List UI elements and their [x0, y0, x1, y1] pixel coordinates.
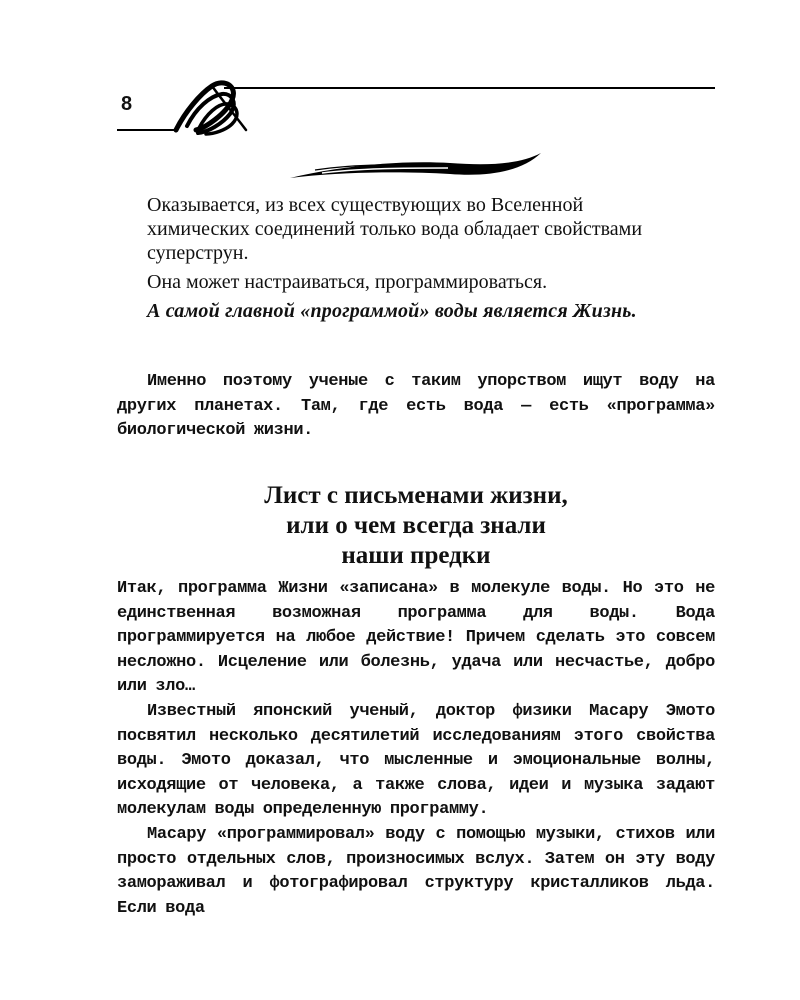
section-heading	[117, 481, 715, 571]
heading-line: Лист с письменами жизни,	[264, 482, 568, 509]
heading-line: наши предки	[341, 542, 491, 569]
body-paragraph: Известный японский ученый, доктор физики Масару Эмото посвятил несколько десятилетий исследованиям этого свойства воды. Эмото доказал, что мысленные и эмоциональные волны, исходящие от человека, а также слова, идеи и музыка задают молекулам воды определенную программу.	[117, 701, 715, 820]
header-swirl-ornament	[117, 83, 715, 134]
heading-line: или о чем всегда знали	[286, 512, 546, 539]
intro-paragraph: Она может настраиваться, программироваться.	[147, 271, 548, 293]
intro-paragraph: Оказывается, из всех существующих во Вселенной химических соединений только вода обладает свойствами суперструн.	[147, 194, 643, 264]
section-body	[117, 577, 715, 921]
body-paragraph: Масару «программировал» воду с помощью музыки, стихов или просто отдельных слов, произносимых вслух. Затем он эту воду замораживал и фотографировал структуру кристалликов льда. Если вода	[117, 824, 715, 918]
body-paragraph: Именно поэтому ученые с таким упорством ищут воду на других планетах. Там, где есть вода — есть «программа» биологической жизни.	[117, 372, 715, 441]
body-paragraph: Итак, программа Жизни «записана» в молекуле воды. Но это не единственная возможная программа для воды. Вода программируется на любое действие! Причем сделать это совсем несложно. Исцеление или болезнь, удача или несчастье, добро или зло…	[117, 579, 715, 697]
page-number: 8	[121, 93, 133, 115]
intro-block	[147, 193, 687, 323]
intro-emphasis: А самой главной «программой» воды является Жизнь.	[147, 300, 637, 322]
flourish-divider	[290, 153, 541, 178]
